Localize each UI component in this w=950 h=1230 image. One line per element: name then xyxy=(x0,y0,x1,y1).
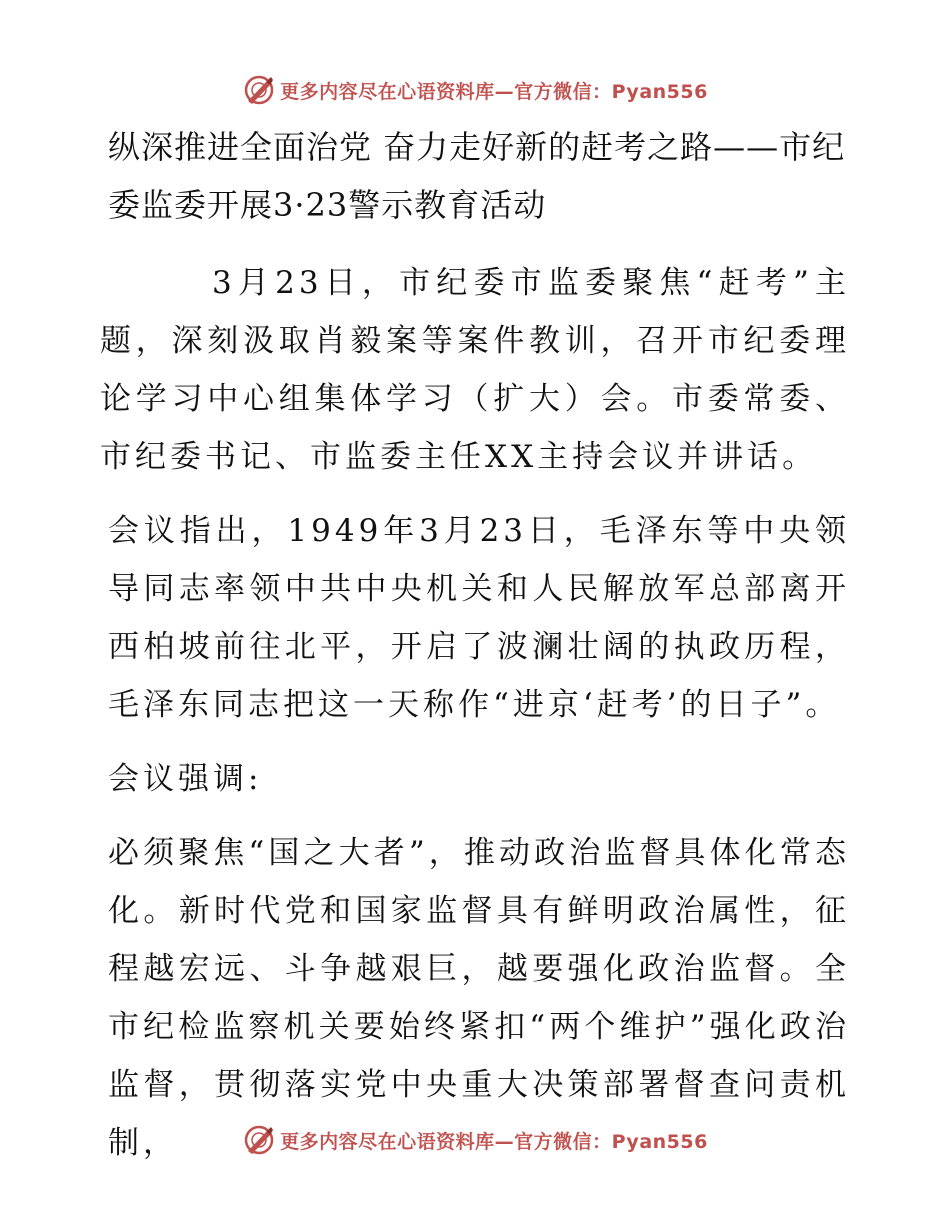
paragraph: 会议强调: xyxy=(108,761,263,797)
paragraph: 必须聚焦“国之大者”，推动政治监督具体化常态化。新时代党和国家监督具有鲜明政治属性，征程越宏远、斗争越艰巨，越要强化政治监督。全市纪检监察机关要始终紧扣“两个维护”强化政治监督，贯彻落实党中央重大决策部署督查问责机制， xyxy=(108,835,850,1161)
header-banner-text: 更多内容尽在心语资料库—官方微信：Pyan556 xyxy=(280,80,708,103)
footer-banner-text: 更多内容尽在心语资料库—官方微信：Pyan556 xyxy=(280,1130,708,1153)
paragraph: 3月23日，市纪委市监委聚焦“赶考”主题，深刻汲取肖毅案等案件教训，召开市纪委理论学习中心组集体学习（扩大）会。市委常委、市纪委书记、市监委主任XX主持会议并讲话。 xyxy=(100,265,850,475)
paragraph: 会议指出，1949年3月23日，毛泽东等中央领导同志率领中共中央机关和人民解放军总部离开西柏坡前往北平，开启了波澜壮阔的执政历程，毛泽东同志把这一天称作“进京‘赶考’的日子”。 xyxy=(108,513,850,723)
document-body xyxy=(100,118,850,1172)
document-title: 纵深推进全面治党 奋力走好新的赶考之路——市纪委监委开展3·23警示教育活动 xyxy=(108,128,846,224)
pen-logo-icon xyxy=(242,1123,276,1157)
header-banner xyxy=(0,70,950,110)
footer-banner xyxy=(0,1120,950,1160)
pen-logo-icon xyxy=(242,73,276,107)
